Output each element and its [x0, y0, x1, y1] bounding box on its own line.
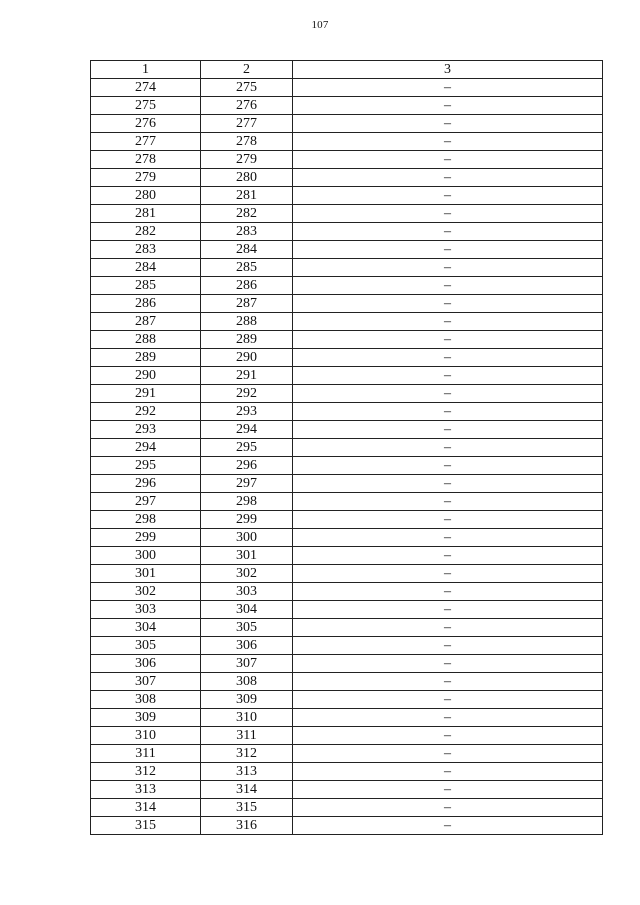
table-cell-col-3: –: [293, 583, 603, 601]
table-row: [91, 367, 603, 385]
page-number: 107: [311, 19, 329, 31]
table-cell-col-3: –: [293, 313, 603, 331]
table-cell-col-2: 293: [201, 403, 293, 421]
table-cell-col-2: 286: [201, 277, 293, 295]
table-row: [91, 619, 603, 637]
table-cell-col-1: 297: [91, 493, 201, 511]
table-row: [91, 223, 603, 241]
table-cell-col-2: 315: [201, 799, 293, 817]
header-cell-1: 1: [91, 61, 201, 79]
table-cell-col-2: 307: [201, 655, 293, 673]
table-cell-col-1: 308: [91, 691, 201, 709]
table-cell-col-2: 298: [201, 493, 293, 511]
table-cell-col-2: 313: [201, 763, 293, 781]
table-row: [91, 673, 603, 691]
table-row: [91, 259, 603, 277]
table-row: [91, 241, 603, 259]
table-cell-col-3: –: [293, 457, 603, 475]
table-row: [91, 295, 603, 313]
table-cell-col-1: 299: [91, 529, 201, 547]
table-cell-col-2: 294: [201, 421, 293, 439]
table-cell-col-3: –: [293, 97, 603, 115]
table-cell-col-2: 304: [201, 601, 293, 619]
table-row: [91, 817, 603, 835]
table-cell-col-1: 306: [91, 655, 201, 673]
table-row: [91, 115, 603, 133]
table-cell-col-1: 278: [91, 151, 201, 169]
table-cell-col-3: –: [293, 547, 603, 565]
table-body: [91, 79, 603, 835]
table-row: [91, 547, 603, 565]
table-cell-col-1: 282: [91, 223, 201, 241]
table-row: [91, 637, 603, 655]
table-cell-col-3: –: [293, 781, 603, 799]
data-table: [90, 60, 603, 835]
table-cell-col-2: 290: [201, 349, 293, 367]
table-cell-col-3: –: [293, 295, 603, 313]
table-row: [91, 745, 603, 763]
table-cell-col-2: 305: [201, 619, 293, 637]
table-row: [91, 601, 603, 619]
table-cell-col-1: 283: [91, 241, 201, 259]
table-row: [91, 403, 603, 421]
table-row: [91, 781, 603, 799]
table-cell-col-1: 289: [91, 349, 201, 367]
table-row: [91, 439, 603, 457]
table-cell-col-1: 291: [91, 385, 201, 403]
table-cell-col-2: 311: [201, 727, 293, 745]
table-row: [91, 655, 603, 673]
table-row: [91, 799, 603, 817]
table-cell-col-1: 296: [91, 475, 201, 493]
table-row: [91, 169, 603, 187]
table-cell-col-3: –: [293, 673, 603, 691]
table-cell-col-2: 312: [201, 745, 293, 763]
table-cell-col-2: 300: [201, 529, 293, 547]
table-row: [91, 277, 603, 295]
table-cell-col-2: 301: [201, 547, 293, 565]
table-cell-col-1: 295: [91, 457, 201, 475]
table-row: [91, 133, 603, 151]
table-row: [91, 187, 603, 205]
table-cell-col-2: 309: [201, 691, 293, 709]
table-cell-col-1: 288: [91, 331, 201, 349]
table-cell-col-2: 299: [201, 511, 293, 529]
table-cell-col-3: –: [293, 655, 603, 673]
table-cell-col-1: 298: [91, 511, 201, 529]
table-cell-col-3: –: [293, 151, 603, 169]
table-cell-col-3: –: [293, 817, 603, 835]
table-cell-col-2: 288: [201, 313, 293, 331]
table-cell-col-2: 310: [201, 709, 293, 727]
table-cell-col-1: 303: [91, 601, 201, 619]
table-cell-col-2: 316: [201, 817, 293, 835]
table-cell-col-3: –: [293, 187, 603, 205]
table-cell-col-2: 292: [201, 385, 293, 403]
table-cell-col-2: 308: [201, 673, 293, 691]
table-cell-col-1: 307: [91, 673, 201, 691]
table-cell-col-1: 305: [91, 637, 201, 655]
table-cell-col-3: –: [293, 205, 603, 223]
table-cell-col-3: –: [293, 619, 603, 637]
table-cell-col-3: –: [293, 133, 603, 151]
table-row: [91, 97, 603, 115]
table-row: [91, 421, 603, 439]
table-cell-col-3: –: [293, 475, 603, 493]
table-cell-col-2: 314: [201, 781, 293, 799]
table-cell-col-3: –: [293, 385, 603, 403]
table-cell-col-1: 293: [91, 421, 201, 439]
table-cell-col-3: –: [293, 349, 603, 367]
table-cell-col-2: 306: [201, 637, 293, 655]
table-row: [91, 565, 603, 583]
table-row: [91, 475, 603, 493]
table-row: [91, 205, 603, 223]
table-cell-col-3: –: [293, 277, 603, 295]
table-cell-col-3: –: [293, 169, 603, 187]
table-cell-col-2: 296: [201, 457, 293, 475]
table-header: [91, 61, 603, 79]
table-cell-col-2: 279: [201, 151, 293, 169]
table-cell-col-1: 290: [91, 367, 201, 385]
table-cell-col-2: 285: [201, 259, 293, 277]
table-cell-col-2: 278: [201, 133, 293, 151]
table-row: [91, 349, 603, 367]
table-cell-col-3: –: [293, 439, 603, 457]
table-cell-col-1: 310: [91, 727, 201, 745]
table-cell-col-1: 287: [91, 313, 201, 331]
table-row: [91, 151, 603, 169]
table-cell-col-3: –: [293, 727, 603, 745]
table-cell-col-1: 315: [91, 817, 201, 835]
table-cell-col-1: 281: [91, 205, 201, 223]
table-cell-col-3: –: [293, 511, 603, 529]
table-cell-col-1: 311: [91, 745, 201, 763]
table-cell-col-3: –: [293, 331, 603, 349]
table-cell-col-3: –: [293, 763, 603, 781]
table-cell-col-1: 292: [91, 403, 201, 421]
table-cell-col-1: 279: [91, 169, 201, 187]
table-cell-col-3: –: [293, 421, 603, 439]
table-cell-col-2: 277: [201, 115, 293, 133]
table-cell-col-2: 289: [201, 331, 293, 349]
table-cell-col-3: –: [293, 601, 603, 619]
table-cell-col-2: 287: [201, 295, 293, 313]
table-cell-col-1: 304: [91, 619, 201, 637]
table-cell-col-3: –: [293, 493, 603, 511]
table-cell-col-3: –: [293, 565, 603, 583]
table-cell-col-1: 302: [91, 583, 201, 601]
table-cell-col-2: 297: [201, 475, 293, 493]
table-cell-col-3: –: [293, 223, 603, 241]
table-row: [91, 583, 603, 601]
table-row: [91, 763, 603, 781]
table-cell-col-3: –: [293, 115, 603, 133]
table-cell-col-2: 276: [201, 97, 293, 115]
header-cell-2: 2: [201, 61, 293, 79]
table-cell-col-3: –: [293, 259, 603, 277]
table-row: [91, 727, 603, 745]
table-cell-col-3: –: [293, 799, 603, 817]
table-row: [91, 709, 603, 727]
table-cell-col-1: 277: [91, 133, 201, 151]
table-row: [91, 385, 603, 403]
header-row: [91, 61, 603, 79]
table-cell-col-1: 294: [91, 439, 201, 457]
table-cell-col-1: 312: [91, 763, 201, 781]
table-cell-col-1: 309: [91, 709, 201, 727]
table-row: [91, 313, 603, 331]
table-cell-col-1: 314: [91, 799, 201, 817]
table-cell-col-2: 295: [201, 439, 293, 457]
table-row: [91, 79, 603, 97]
table-row: [91, 529, 603, 547]
table-cell-col-1: 284: [91, 259, 201, 277]
table-cell-col-1: 286: [91, 295, 201, 313]
table-row: [91, 691, 603, 709]
table-cell-col-3: –: [293, 403, 603, 421]
table-cell-col-3: –: [293, 529, 603, 547]
table-cell-col-2: 302: [201, 565, 293, 583]
table-cell-col-3: –: [293, 691, 603, 709]
table-cell-col-1: 300: [91, 547, 201, 565]
table-cell-col-1: 285: [91, 277, 201, 295]
table-cell-col-1: 276: [91, 115, 201, 133]
table-cell-col-3: –: [293, 241, 603, 259]
table-cell-col-1: 275: [91, 97, 201, 115]
table-cell-col-1: 301: [91, 565, 201, 583]
table-cell-col-2: 282: [201, 205, 293, 223]
table-cell-col-2: 284: [201, 241, 293, 259]
table-cell-col-3: –: [293, 367, 603, 385]
header-cell-3: 3: [293, 61, 603, 79]
table-row: [91, 457, 603, 475]
table-cell-col-2: 283: [201, 223, 293, 241]
table-cell-col-3: –: [293, 79, 603, 97]
table-cell-col-1: 274: [91, 79, 201, 97]
table-cell-col-2: 275: [201, 79, 293, 97]
table-cell-col-3: –: [293, 637, 603, 655]
table-cell-col-1: 280: [91, 187, 201, 205]
table-cell-col-2: 303: [201, 583, 293, 601]
table-cell-col-2: 291: [201, 367, 293, 385]
table-cell-col-2: 281: [201, 187, 293, 205]
table-cell-col-3: –: [293, 709, 603, 727]
table-cell-col-3: –: [293, 745, 603, 763]
table-row: [91, 331, 603, 349]
table-cell-col-1: 313: [91, 781, 201, 799]
table-row: [91, 511, 603, 529]
table-cell-col-2: 280: [201, 169, 293, 187]
table-row: [91, 493, 603, 511]
